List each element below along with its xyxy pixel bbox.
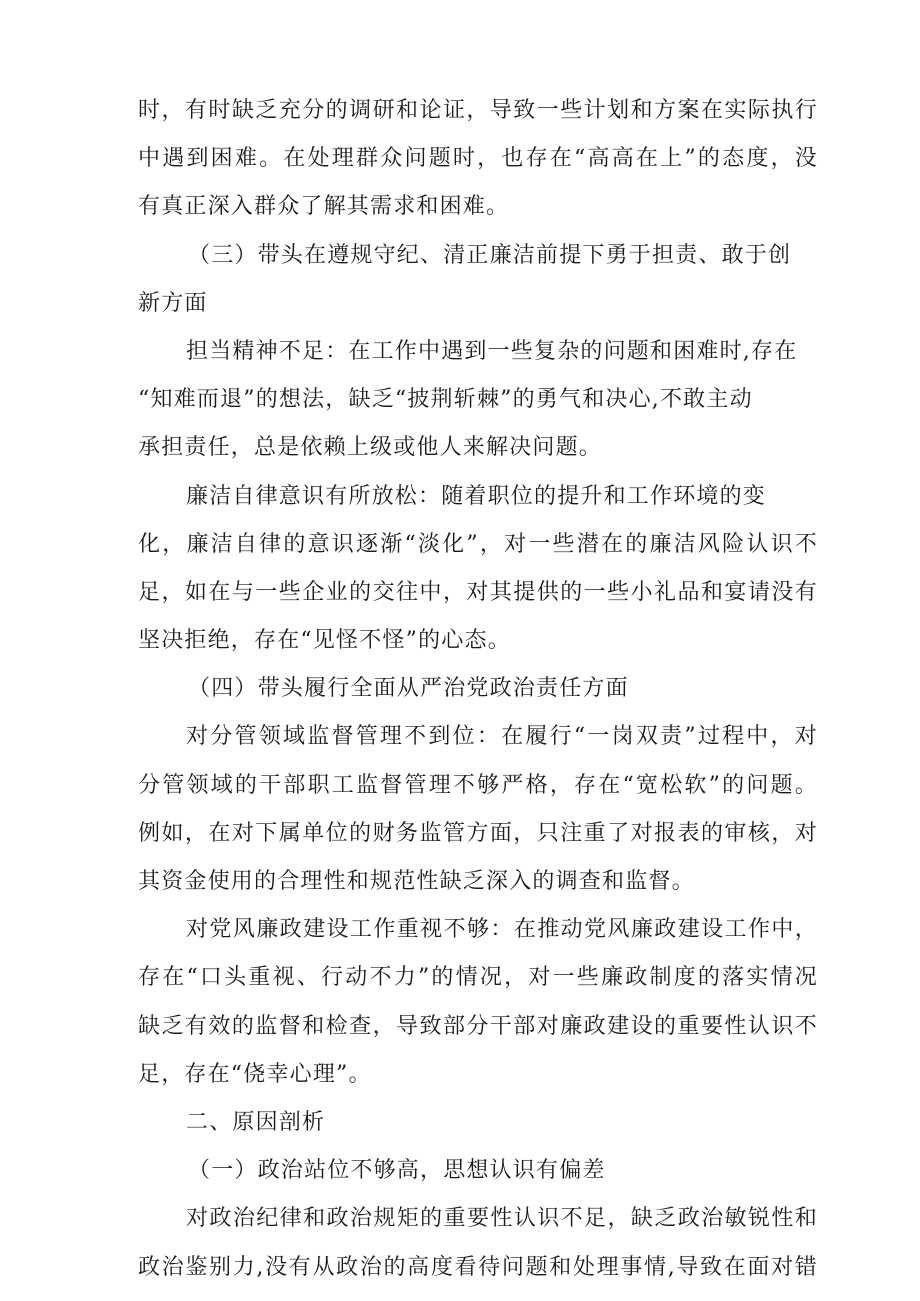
document-body bbox=[138, 87, 818, 1292]
text-line: 担当精神不足：在工作中遇到一些复杂的问题和困难时,存在 bbox=[186, 338, 798, 364]
text-line: （三）带头在遵规守纪、清正廉洁前提下勇于担责、敢于创 bbox=[188, 242, 792, 268]
text-line: “知难而退”的想法，缺乏“披荆斩棘”的勇气和决心,不敢主动 bbox=[138, 387, 753, 413]
text-line: 坚决拒绝，存在“见怪不怪”的心态。 bbox=[138, 628, 511, 654]
text-line: 中遇到困难。在处理群众问题时，也存在“高高在上”的态度，没 bbox=[138, 146, 818, 172]
text-line: 承担责任，总是依赖上级或他人来解决问题。 bbox=[138, 435, 603, 461]
text-line: 有真正深入群众了解其需求和困难。 bbox=[138, 194, 510, 220]
text-line: 足，存在“侥幸心理”。 bbox=[138, 1061, 372, 1087]
text-line: 缺乏有效的监督和检查，导致部分干部对廉政建设的重要性认识不 bbox=[138, 1013, 818, 1039]
text-line: 分管领域的干部职工监督管理不够严格，存在“宽松软”的问题。 bbox=[138, 772, 818, 798]
text-line: 对政治纪律和政治规矩的重要性认识不足，缺乏政治敏锐性和 bbox=[186, 1206, 818, 1232]
text-line: 足，如在与一些企业的交往中，对其提供的一些小礼品和宴请没有 bbox=[138, 579, 818, 605]
text-line: 对分管领域监督管理不到位：在履行“一岗双责”过程中，对 bbox=[186, 724, 818, 750]
text-line: 廉洁自律意识有所放松：随着职位的提升和工作环境的变 bbox=[186, 483, 767, 509]
text-line: 化，廉洁自律的意识逐渐“淡化”，对一些潜在的廉洁风险认识不 bbox=[138, 531, 818, 557]
text-line: 其资金使用的合理性和规范性缺乏深入的调查和监督。 bbox=[138, 869, 695, 894]
text-line: 政治鉴别力,没有从政治的高度看待问题和处理事情,导致在面对错 bbox=[138, 1254, 818, 1280]
text-line: （一）政治站位不够高，思想认识有偏差 bbox=[188, 1158, 606, 1184]
text-line: （四）带头履行全面从严治党政治责任方面 bbox=[188, 676, 629, 702]
text-line: 时，有时缺乏充分的调研和论证，导致一些计划和方案在实际执行 bbox=[138, 98, 818, 123]
text-line: 存在“口头重视、行动不力”的情况，对一些廉政制度的落实情况 bbox=[138, 965, 818, 991]
text-line: 二、原因剖析 bbox=[186, 1109, 326, 1135]
text-line: 新方面 bbox=[138, 290, 208, 316]
text-line: 例如，在对下属单位的财务监管方面，只注重了对报表的审核，对 bbox=[138, 820, 818, 846]
text-line: 对党风廉政建设工作重视不够：在推动党风廉政建设工作中， bbox=[186, 917, 818, 943]
